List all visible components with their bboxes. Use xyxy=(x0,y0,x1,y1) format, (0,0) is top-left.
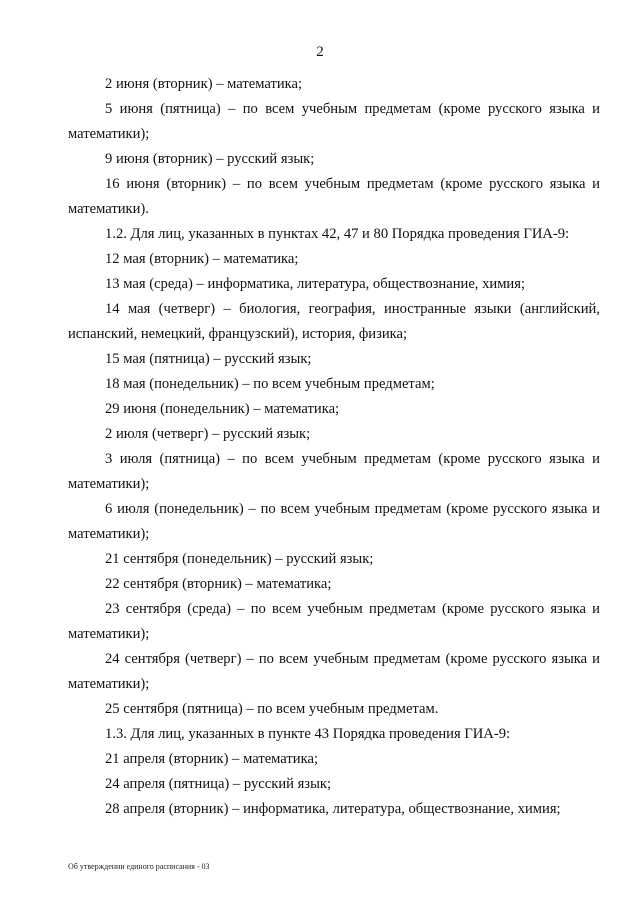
paragraph: 9 июня (вторник) – русский язык; xyxy=(105,151,315,167)
paragraph: 2 июня (вторник) – математика; xyxy=(105,76,303,92)
paragraph: 21 апреля (вторник) – математика; xyxy=(105,751,318,767)
page-number: 2 xyxy=(316,44,324,60)
paragraph: 29 июня (понедельник) – математика; xyxy=(105,401,340,417)
paragraph: 3 июля (пятница) – по всем учебным предметам (кроме русского языка и математики); xyxy=(68,451,600,492)
paragraph: 22 сентября (вторник) – математика; xyxy=(105,576,332,592)
paragraph: 24 сентября (четверг) – по всем учебным предметам (кроме русского языка и математики); xyxy=(68,651,600,692)
paragraph: 24 апреля (пятница) – русский язык; xyxy=(105,776,332,792)
paragraph: 2 июля (четверг) – русский язык; xyxy=(105,426,311,442)
paragraph: 25 сентября (пятница) – по всем учебным предметам. xyxy=(105,701,439,717)
paragraph: 14 мая (четверг) – биология, география, иностранные языки (английский, испанский, немецкий, французский), история, физика; xyxy=(68,301,600,342)
footer-note: Об утверждении единого расписания - 03 xyxy=(68,862,210,871)
paragraph: 12 мая (вторник) – математика; xyxy=(105,251,299,267)
paragraph: 1.2. Для лиц, указанных в пунктах 42, 47 и 80 Порядка проведения ГИА-9: xyxy=(105,226,570,242)
paragraph: 13 мая (среда) – информатика, литература, обществознание, химия; xyxy=(105,276,526,292)
paragraph: 18 мая (понедельник) – по всем учебным предметам; xyxy=(105,376,435,392)
paragraph: 28 апреля (вторник) – информатика, литература, обществознание, химия; xyxy=(105,801,561,817)
paragraph: 6 июля (понедельник) – по всем учебным предметам (кроме русского языка и математики); xyxy=(68,501,600,542)
paragraph: 15 мая (пятница) – русский язык; xyxy=(105,351,312,367)
paragraph: 21 сентября (понедельник) – русский язык; xyxy=(105,551,374,567)
paragraph: 23 сентября (среда) – по всем учебным предметам (кроме русского языка и математики); xyxy=(68,601,600,642)
document-body xyxy=(68,72,600,822)
paragraph: 16 июня (вторник) – по всем учебным предметам (кроме русского языка и математики). xyxy=(68,176,600,217)
paragraph: 5 июня (пятница) – по всем учебным предметам (кроме русского языка и математики); xyxy=(68,101,600,142)
paragraph: 1.3. Для лиц, указанных в пункте 43 Порядка проведения ГИА-9: xyxy=(105,726,511,742)
